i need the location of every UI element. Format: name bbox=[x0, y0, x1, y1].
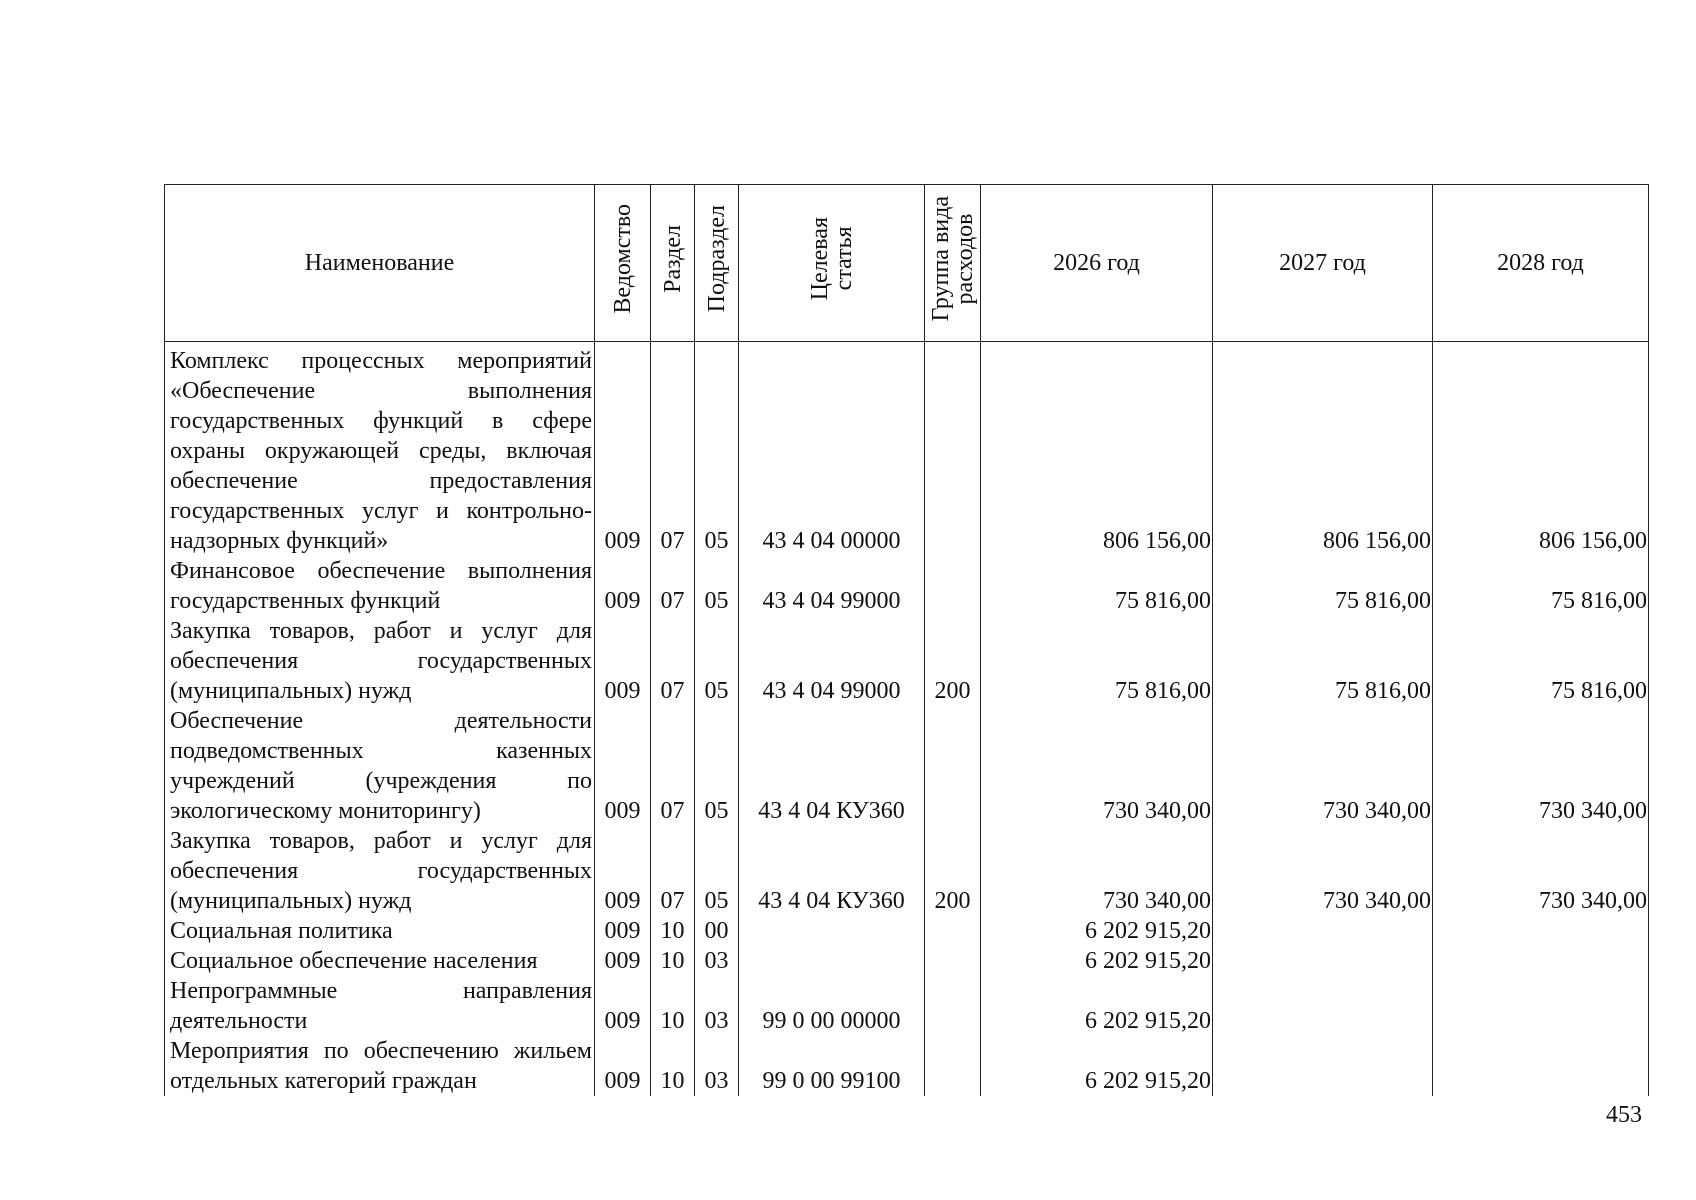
table-row bbox=[165, 342, 1649, 557]
row-department: 009 bbox=[595, 556, 651, 616]
row-expense-group: 200 bbox=[925, 826, 981, 916]
row-expense-group: 200 bbox=[925, 616, 981, 706]
row-amount-2027: 730 340,00 bbox=[1213, 826, 1433, 916]
row-amount-2027 bbox=[1213, 1036, 1433, 1096]
row-expense-group bbox=[925, 556, 981, 616]
row-amount-2028: 75 816,00 bbox=[1433, 556, 1649, 616]
row-amount-2026: 6 202 915,20 bbox=[981, 916, 1213, 946]
row-name: Обеспечение деятельности подведомственных казенных учреждений (учреждения по экологическому мониторингу) bbox=[165, 706, 595, 826]
row-subsection: 03 bbox=[695, 946, 739, 976]
row-department: 009 bbox=[595, 976, 651, 1036]
table-row bbox=[165, 556, 1649, 616]
row-name: Финансовое обеспечение выполнения государственных функций bbox=[165, 556, 595, 616]
row-section: 10 bbox=[651, 946, 695, 976]
row-expense-group bbox=[925, 706, 981, 826]
row-section: 07 bbox=[651, 706, 695, 826]
row-subsection: 03 bbox=[695, 1036, 739, 1096]
row-subsection: 05 bbox=[695, 826, 739, 916]
row-department: 009 bbox=[595, 616, 651, 706]
row-subsection: 05 bbox=[695, 556, 739, 616]
row-section: 10 bbox=[651, 916, 695, 946]
row-expense-group bbox=[925, 946, 981, 976]
row-amount-2027: 730 340,00 bbox=[1213, 706, 1433, 826]
row-amount-2028: 730 340,00 bbox=[1433, 826, 1649, 916]
table-row bbox=[165, 946, 1649, 976]
row-section: 07 bbox=[651, 826, 695, 916]
row-subsection: 03 bbox=[695, 976, 739, 1036]
row-expense-group bbox=[925, 342, 981, 557]
row-amount-2026: 806 156,00 bbox=[981, 342, 1213, 557]
row-target-article: 43 4 04 КУ360 bbox=[739, 826, 925, 916]
row-amount-2027 bbox=[1213, 976, 1433, 1036]
row-amount-2027 bbox=[1213, 916, 1433, 946]
row-department: 009 bbox=[595, 706, 651, 826]
row-target-article: 43 4 04 99000 bbox=[739, 616, 925, 706]
row-department: 009 bbox=[595, 916, 651, 946]
row-section: 10 bbox=[651, 976, 695, 1036]
row-target-article bbox=[739, 916, 925, 946]
row-amount-2026: 75 816,00 bbox=[981, 556, 1213, 616]
row-amount-2028 bbox=[1433, 1036, 1649, 1096]
page-number: 453 bbox=[1606, 1102, 1642, 1128]
row-amount-2028 bbox=[1433, 946, 1649, 976]
row-target-article: 43 4 04 КУ360 bbox=[739, 706, 925, 826]
row-amount-2027: 75 816,00 bbox=[1213, 616, 1433, 706]
row-target-article bbox=[739, 946, 925, 976]
row-amount-2026: 75 816,00 bbox=[981, 616, 1213, 706]
header-name: Наименование bbox=[165, 185, 595, 342]
header-year-2027: 2027 год bbox=[1213, 185, 1433, 342]
row-section: 10 bbox=[651, 1036, 695, 1096]
row-target-article: 43 4 04 99000 bbox=[739, 556, 925, 616]
header-year-2028: 2028 год bbox=[1433, 185, 1649, 342]
table-row bbox=[165, 916, 1649, 946]
row-name: Закупка товаров, работ и услуг для обеспечения государственных (муниципальных) нужд bbox=[165, 616, 595, 706]
row-expense-group bbox=[925, 1036, 981, 1096]
header-subsection: Подраздел bbox=[695, 185, 739, 342]
row-target-article: 99 0 00 99100 bbox=[739, 1036, 925, 1096]
row-amount-2028: 75 816,00 bbox=[1433, 616, 1649, 706]
row-amount-2027: 806 156,00 bbox=[1213, 342, 1433, 557]
row-department: 009 bbox=[595, 342, 651, 557]
table-row bbox=[165, 826, 1649, 916]
row-name: Комплекс процессных мероприятий «Обеспечение выполнения государственных функций в сфере охраны окружающей среды, включая обеспечение предоставления государственных услуг и контрольно-надзорных функций» bbox=[165, 342, 595, 557]
row-target-article: 99 0 00 00000 bbox=[739, 976, 925, 1036]
header-expense-group: Группа вида расходов bbox=[925, 185, 981, 342]
row-name: Закупка товаров, работ и услуг для обеспечения государственных (муниципальных) нужд bbox=[165, 826, 595, 916]
header-section: Раздел bbox=[651, 185, 695, 342]
row-name: Непрограммные направления деятельности bbox=[165, 976, 595, 1036]
header-target-article: Целевая статья bbox=[739, 185, 925, 342]
row-amount-2028 bbox=[1433, 916, 1649, 946]
row-department: 009 bbox=[595, 826, 651, 916]
row-expense-group bbox=[925, 976, 981, 1036]
budget-table bbox=[164, 184, 1649, 1096]
row-amount-2027: 75 816,00 bbox=[1213, 556, 1433, 616]
row-name: Мероприятия по обеспечению жильем отдельных категорий граждан bbox=[165, 1036, 595, 1096]
row-name: Социальная политика bbox=[165, 916, 595, 946]
row-section: 07 bbox=[651, 342, 695, 557]
header-department: Ведомство bbox=[595, 185, 651, 342]
row-target-article: 43 4 04 00000 bbox=[739, 342, 925, 557]
row-amount-2026: 6 202 915,20 bbox=[981, 1036, 1213, 1096]
row-amount-2028: 730 340,00 bbox=[1433, 706, 1649, 826]
row-section: 07 bbox=[651, 556, 695, 616]
row-subsection: 00 bbox=[695, 916, 739, 946]
row-expense-group bbox=[925, 916, 981, 946]
row-department: 009 bbox=[595, 946, 651, 976]
row-subsection: 05 bbox=[695, 616, 739, 706]
table-header-row bbox=[165, 185, 1649, 342]
table-row bbox=[165, 976, 1649, 1036]
row-subsection: 05 bbox=[695, 342, 739, 557]
table-row bbox=[165, 1036, 1649, 1096]
row-amount-2027 bbox=[1213, 946, 1433, 976]
row-amount-2026: 730 340,00 bbox=[981, 826, 1213, 916]
row-amount-2028: 806 156,00 bbox=[1433, 342, 1649, 557]
row-amount-2028 bbox=[1433, 976, 1649, 1036]
row-department: 009 bbox=[595, 1036, 651, 1096]
table-row bbox=[165, 706, 1649, 826]
row-section: 07 bbox=[651, 616, 695, 706]
row-amount-2026: 6 202 915,20 bbox=[981, 946, 1213, 976]
row-amount-2026: 730 340,00 bbox=[981, 706, 1213, 826]
header-year-2026: 2026 год bbox=[981, 185, 1213, 342]
row-subsection: 05 bbox=[695, 706, 739, 826]
table-row bbox=[165, 616, 1649, 706]
row-name: Социальное обеспечение населения bbox=[165, 946, 595, 976]
row-amount-2026: 6 202 915,20 bbox=[981, 976, 1213, 1036]
